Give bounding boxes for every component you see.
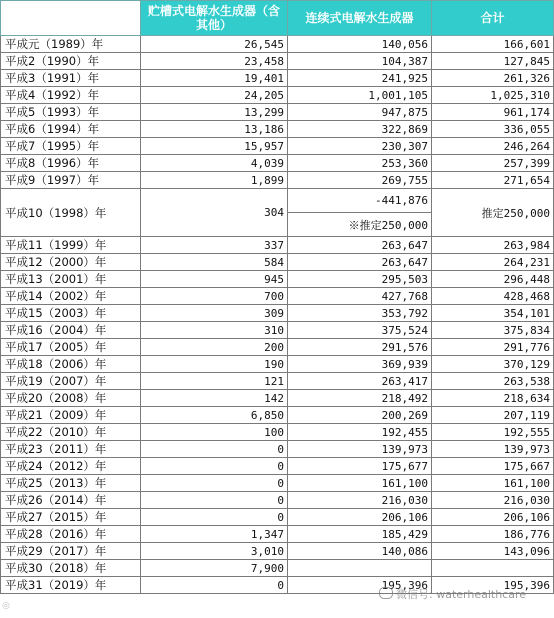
- year-cell: 平成23（2011）年: [1, 441, 141, 458]
- year-cell: 平成25（2013）年: [1, 475, 141, 492]
- table-row: [1, 288, 554, 305]
- year-column-header: [1, 1, 141, 36]
- year-cell: 平成10（1998）年: [1, 189, 141, 237]
- tank-type-column-header: 贮槽式电解水生成器（含其他）: [141, 1, 288, 36]
- tank-value-cell: 0: [141, 475, 288, 492]
- table-row: [1, 441, 554, 458]
- table-row: [1, 104, 554, 121]
- table-row: [1, 53, 554, 70]
- tank-value-cell: 0: [141, 577, 288, 594]
- continuous-estimate-cell: ※推定250,000: [288, 213, 432, 237]
- continuous-value-cell: 1,001,105: [288, 87, 432, 104]
- year-cell: 平成27（2015）年: [1, 509, 141, 526]
- table-row: [1, 509, 554, 526]
- total-value-cell: 206,106: [432, 509, 554, 526]
- tank-value-cell: 337: [141, 237, 288, 254]
- tank-value-cell: 1,347: [141, 526, 288, 543]
- continuous-value-cell: 353,792: [288, 305, 432, 322]
- continuous-value-cell: [288, 560, 432, 577]
- total-value-cell: [432, 560, 554, 577]
- tank-value-cell: 13,299: [141, 104, 288, 121]
- tank-value-cell: 121: [141, 373, 288, 390]
- table-row: [1, 560, 554, 577]
- table-row: [1, 390, 554, 407]
- year-cell: 平成5（1993）年: [1, 104, 141, 121]
- tank-value-cell: 24,205: [141, 87, 288, 104]
- total-value-cell: 261,326: [432, 70, 554, 87]
- table-row: [1, 172, 554, 189]
- tank-value-cell: 190: [141, 356, 288, 373]
- continuous-value-cell: 195,396: [288, 577, 432, 594]
- continuous-value-cell: 375,524: [288, 322, 432, 339]
- total-value-cell: 175,667: [432, 458, 554, 475]
- total-value-cell: 354,101: [432, 305, 554, 322]
- total-value-cell: 216,030: [432, 492, 554, 509]
- year-cell: 平成29（2017）年: [1, 543, 141, 560]
- total-value-cell: 263,984: [432, 237, 554, 254]
- total-value-cell: 428,468: [432, 288, 554, 305]
- tank-value-cell: 6,850: [141, 407, 288, 424]
- table-row: [1, 356, 554, 373]
- continuous-value-cell: 140,086: [288, 543, 432, 560]
- total-value-cell: 296,448: [432, 271, 554, 288]
- total-value-cell: 161,100: [432, 475, 554, 492]
- year-cell: 平成2（1990）年: [1, 53, 141, 70]
- year-cell: 平成19（2007）年: [1, 373, 141, 390]
- total-column-header: 合计: [432, 1, 554, 36]
- total-value-cell: 370,129: [432, 356, 554, 373]
- table-row: [1, 254, 554, 271]
- total-value-cell: 291,776: [432, 339, 554, 356]
- table-body: [1, 36, 554, 594]
- tank-value-cell: 23,458: [141, 53, 288, 70]
- tank-value-cell: 0: [141, 492, 288, 509]
- tank-value-cell: 7,900: [141, 560, 288, 577]
- total-value-cell: 186,776: [432, 526, 554, 543]
- total-value-cell: 257,399: [432, 155, 554, 172]
- tank-value-cell: 584: [141, 254, 288, 271]
- continuous-value-cell: 947,875: [288, 104, 432, 121]
- year-cell: 平成21（2009）年: [1, 407, 141, 424]
- year-cell: 平成12（2000）年: [1, 254, 141, 271]
- total-value-cell: 961,174: [432, 104, 554, 121]
- continuous-value-cell: 369,939: [288, 356, 432, 373]
- continuous-value-cell: 175,677: [288, 458, 432, 475]
- year-cell: 平成28（2016）年: [1, 526, 141, 543]
- total-value-cell: 218,634: [432, 390, 554, 407]
- tank-value-cell: 0: [141, 441, 288, 458]
- year-cell: 平成9（1997）年: [1, 172, 141, 189]
- table-row: [1, 87, 554, 104]
- continuous-type-column-header: 连续式电解水生成器: [288, 1, 432, 36]
- tank-value-cell: 304: [141, 189, 288, 237]
- tank-value-cell: 0: [141, 458, 288, 475]
- table-row: [1, 155, 554, 172]
- tank-value-cell: 142: [141, 390, 288, 407]
- continuous-value-cell: 139,973: [288, 441, 432, 458]
- total-value-cell: 139,973: [432, 441, 554, 458]
- total-value-cell: 1,025,310: [432, 87, 554, 104]
- continuous-value-cell: 161,100: [288, 475, 432, 492]
- continuous-value-cell: 269,755: [288, 172, 432, 189]
- continuous-value-cell: 200,269: [288, 407, 432, 424]
- total-value-cell: 336,055: [432, 121, 554, 138]
- continuous-value-cell: 216,030: [288, 492, 432, 509]
- continuous-value-cell: 263,647: [288, 254, 432, 271]
- year-cell: 平成20（2008）年: [1, 390, 141, 407]
- year-cell: 平成31（2019）年: [1, 577, 141, 594]
- year-cell: 平成13（2001）年: [1, 271, 141, 288]
- header-row: [1, 1, 554, 36]
- total-value-cell: 207,119: [432, 407, 554, 424]
- tank-value-cell: 0: [141, 509, 288, 526]
- year-cell: 平成18（2006）年: [1, 356, 141, 373]
- continuous-value-cell: 230,307: [288, 138, 432, 155]
- total-value-cell: 375,834: [432, 322, 554, 339]
- continuous-value-cell: 291,576: [288, 339, 432, 356]
- continuous-value-cell: 206,106: [288, 509, 432, 526]
- table-row: [1, 407, 554, 424]
- continuous-value-cell: -441,876: [288, 189, 432, 213]
- year-cell: 平成7（1995）年: [1, 138, 141, 155]
- year-cell: 平成元（1989）年: [1, 36, 141, 53]
- corner-watermark-icon: ◎: [2, 601, 10, 611]
- total-value-cell: 192,555: [432, 424, 554, 441]
- table-row: [1, 492, 554, 509]
- total-value-cell: 271,654: [432, 172, 554, 189]
- year-cell: 平成14（2002）年: [1, 288, 141, 305]
- table-row: [1, 271, 554, 288]
- tank-value-cell: 100: [141, 424, 288, 441]
- continuous-value-cell: 104,387: [288, 53, 432, 70]
- continuous-value-cell: 140,056: [288, 36, 432, 53]
- table-row: [1, 36, 554, 53]
- continuous-value-cell: 427,768: [288, 288, 432, 305]
- year-cell: 平成6（1994）年: [1, 121, 141, 138]
- continuous-value-cell: 192,455: [288, 424, 432, 441]
- year-cell: 平成8（1996）年: [1, 155, 141, 172]
- tank-value-cell: 3,010: [141, 543, 288, 560]
- continuous-value-cell: 241,925: [288, 70, 432, 87]
- table-row: [1, 373, 554, 390]
- tank-value-cell: 310: [141, 322, 288, 339]
- year-cell: 平成15（2003）年: [1, 305, 141, 322]
- total-value-cell: 246,264: [432, 138, 554, 155]
- table-row: [1, 305, 554, 322]
- table-row: [1, 424, 554, 441]
- tank-value-cell: 945: [141, 271, 288, 288]
- table-row: [1, 237, 554, 254]
- table-row: [1, 70, 554, 87]
- table-row: [1, 138, 554, 155]
- tank-value-cell: 13,186: [141, 121, 288, 138]
- table-row: [1, 121, 554, 138]
- continuous-value-cell: 263,417: [288, 373, 432, 390]
- total-value-cell: 264,231: [432, 254, 554, 271]
- year-cell: 平成22（2010）年: [1, 424, 141, 441]
- table-row: [1, 322, 554, 339]
- total-value-cell: 263,538: [432, 373, 554, 390]
- table-row: [1, 339, 554, 356]
- year-cell: 平成26（2014）年: [1, 492, 141, 509]
- total-value-cell: 166,601: [432, 36, 554, 53]
- year-cell: 平成30（2018）年: [1, 560, 141, 577]
- table-row: [1, 475, 554, 492]
- continuous-value-cell: 253,360: [288, 155, 432, 172]
- continuous-value-cell: 218,492: [288, 390, 432, 407]
- total-value-cell: 推定250,000: [432, 189, 554, 237]
- total-value-cell: 143,096: [432, 543, 554, 560]
- year-cell: 平成11（1999）年: [1, 237, 141, 254]
- table-row: [1, 189, 554, 213]
- table-row: [1, 526, 554, 543]
- continuous-value-cell: 322,869: [288, 121, 432, 138]
- tank-value-cell: 15,957: [141, 138, 288, 155]
- tank-value-cell: 200: [141, 339, 288, 356]
- total-value-cell: 127,845: [432, 53, 554, 70]
- tank-value-cell: 700: [141, 288, 288, 305]
- year-cell: 平成17（2005）年: [1, 339, 141, 356]
- tank-value-cell: 19,401: [141, 70, 288, 87]
- watermark-text: 微信号: waterhealthcare: [396, 588, 527, 601]
- total-value-cell: 195,396: [432, 577, 554, 594]
- table-row: [1, 458, 554, 475]
- tank-value-cell: 309: [141, 305, 288, 322]
- year-cell: 平成3（1991）年: [1, 70, 141, 87]
- tank-value-cell: 4,039: [141, 155, 288, 172]
- tank-value-cell: 1,899: [141, 172, 288, 189]
- year-cell: 平成16（2004）年: [1, 322, 141, 339]
- table-row: [1, 543, 554, 560]
- continuous-value-cell: 263,647: [288, 237, 432, 254]
- table-row: [1, 577, 554, 594]
- continuous-value-cell: 185,429: [288, 526, 432, 543]
- continuous-value-cell: 295,503: [288, 271, 432, 288]
- year-cell: 平成4（1992）年: [1, 87, 141, 104]
- year-cell: 平成24（2012）年: [1, 458, 141, 475]
- tank-value-cell: 26,545: [141, 36, 288, 53]
